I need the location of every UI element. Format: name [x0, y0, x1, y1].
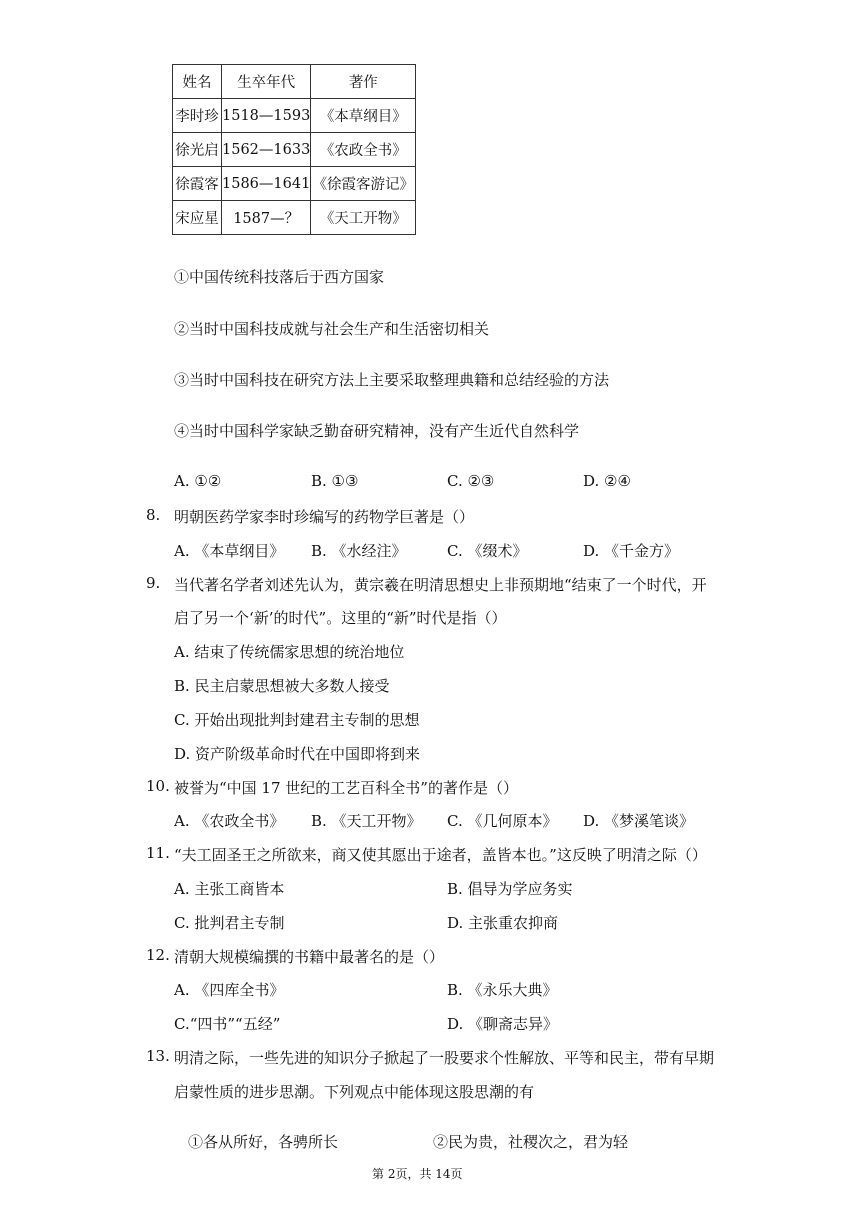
question-number: 11. — [146, 844, 170, 862]
option-a[interactable]: A. 结束了传统儒家思想的统治地位 — [174, 643, 405, 661]
table-cell: 李时珍 — [173, 99, 222, 133]
table-cell: 1518—1593 — [222, 99, 311, 133]
question-number: 9. — [146, 574, 161, 592]
table-row — [173, 167, 416, 201]
table-cell: 《本草纲目》 — [311, 99, 416, 133]
option-c[interactable]: C. 《几何原本》 — [447, 812, 558, 830]
option-b[interactable]: B. 民主启蒙思想被大多数人接受 — [174, 677, 390, 695]
question-stem: 当代著名学者刘述先认为，黄宗羲在明清思想史上非预期地“结束了一个时代，开 — [174, 576, 707, 594]
table-cell: 1586—1641 — [222, 167, 311, 201]
table-cell: 徐霞客 — [173, 167, 222, 201]
option-a[interactable]: A. 《本草纲目》 — [174, 542, 285, 560]
question-stem: 明朝医药学家李时珍编写的药物学巨著是（） — [174, 508, 475, 526]
table-cell: 《农政全书》 — [311, 133, 416, 167]
question-number: 10. — [146, 777, 170, 795]
option-a[interactable]: A. 主张工商皆本 — [174, 880, 285, 898]
statement-1: ①各从所好，各骋所长 — [188, 1133, 339, 1151]
question-stem: “夫工固圣王之所欲来，商又使其愿出于途者，盖皆本也。”这反映了明清之际（） — [174, 846, 707, 864]
statement-1: ①中国传统科技落后于西方国家 — [174, 268, 385, 286]
option-b[interactable]: B. 《天工开物》 — [311, 812, 422, 830]
table-header: 著作 — [311, 65, 416, 99]
option-c[interactable]: C.“四书”“五经” — [174, 1015, 281, 1033]
table-header: 姓名 — [173, 65, 222, 99]
table-header: 生卒年代 — [222, 65, 311, 99]
statement-2: ②民为贵，社稷次之，君为轻 — [433, 1133, 629, 1151]
question-stem: 清朝大规模编撰的书籍中最著名的是（） — [174, 948, 445, 966]
question-stem: 被誉为“中国 17 世纪的工艺百科全书”的著作是（） — [174, 779, 518, 797]
option-b[interactable]: B. ①③ — [311, 472, 359, 490]
question-number: 13. — [146, 1047, 170, 1065]
option-c[interactable]: C. 《缀术》 — [447, 542, 528, 560]
statement-2: ②当时中国科技成就与社会生产和生活密切相关 — [174, 320, 490, 338]
question-number: 12. — [146, 946, 170, 964]
option-d[interactable]: D. ②④ — [583, 472, 631, 490]
table-header-row — [173, 65, 416, 99]
table-cell: 1562—1633 — [222, 133, 311, 167]
page-footer: 第 2页，共 14页 — [372, 1167, 463, 1181]
option-b[interactable]: B. 《永乐大典》 — [447, 981, 558, 999]
option-b[interactable]: B. 《水经注》 — [311, 542, 407, 560]
table-cell: 宋应星 — [173, 201, 222, 235]
table-row — [173, 99, 416, 133]
option-a[interactable]: A. ①② — [174, 472, 222, 490]
option-c[interactable]: C. 批判君主专制 — [174, 914, 285, 932]
table-row — [173, 201, 416, 235]
option-a[interactable]: A. 《农政全书》 — [174, 812, 285, 830]
option-c[interactable]: C. 开始出现批判封建君主专制的思想 — [174, 711, 420, 729]
table-cell: 徐光启 — [173, 133, 222, 167]
table-cell: 《徐霞客游记》 — [311, 167, 416, 201]
question-stem: 明清之际，一些先进的知识分子掀起了一股要求个性解放、平等和民主，带有早期 — [174, 1049, 715, 1067]
option-c[interactable]: C. ②③ — [447, 472, 495, 490]
option-d[interactable]: D. 主张重农抑商 — [447, 914, 559, 932]
question-number: 8. — [146, 506, 161, 524]
statement-4: ④当时中国科学家缺乏勤奋研究精神，没有产生近代自然科学 — [174, 422, 580, 440]
option-d[interactable]: D. 《千金方》 — [583, 542, 680, 560]
option-d[interactable]: D. 《聊斋志异》 — [447, 1015, 559, 1033]
option-b[interactable]: B. 倡导为学应务实 — [447, 880, 573, 898]
option-d[interactable]: D. 资产阶级革命时代在中国即将到来 — [174, 745, 421, 763]
statement-3: ③当时中国科技在研究方法上主要采取整理典籍和总结经验的方法 — [174, 371, 610, 389]
option-d[interactable]: D. 《梦溪笔谈》 — [583, 812, 695, 830]
table-cell: 《天工开物》 — [311, 201, 416, 235]
option-a[interactable]: A. 《四库全书》 — [174, 981, 285, 999]
table-cell: 1587—？ — [222, 201, 311, 235]
scientist-table — [172, 64, 416, 235]
table-row — [173, 133, 416, 167]
question-stem: 启了另一个‘新’的时代”。这里的“新”时代是指（） — [174, 609, 507, 627]
question-stem: 启蒙性质的进步思潮。下列观点中能体现这股思潮的有 — [174, 1083, 535, 1101]
